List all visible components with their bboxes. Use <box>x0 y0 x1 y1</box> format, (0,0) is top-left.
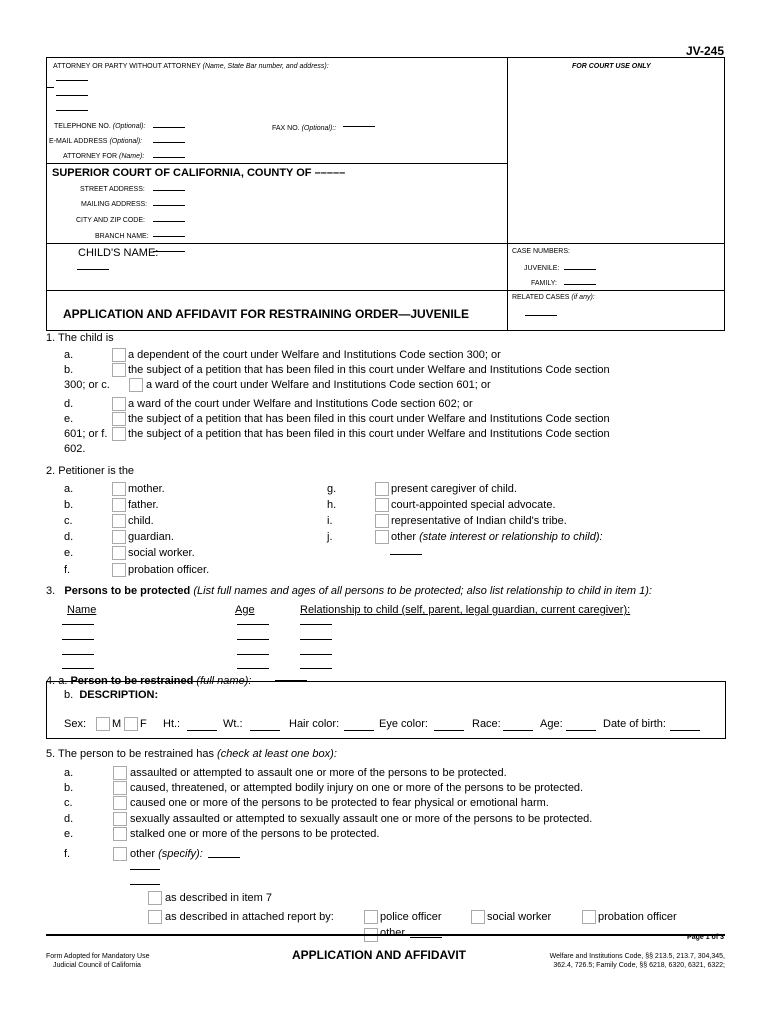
footer-adopted: Form Adopted for Mandatory Use <box>46 953 150 960</box>
item2-g-label: g. <box>327 483 337 495</box>
item2-h-label: h. <box>327 499 337 511</box>
sex-m-label: M <box>112 718 122 730</box>
street-address-field[interactable] <box>153 190 185 191</box>
mailing-address-field[interactable] <box>153 205 185 206</box>
item2-lead: 2. Petitioner is the <box>46 465 135 477</box>
item3-age-line[interactable] <box>237 624 269 625</box>
item2-c-text: child. <box>128 515 154 527</box>
item2-i-checkbox[interactable] <box>375 514 389 528</box>
fax-field[interactable] <box>343 126 375 127</box>
item5-c-label: c. <box>64 797 73 809</box>
item3-relationship-line[interactable] <box>300 624 332 625</box>
item5-a-label: a. <box>64 767 74 779</box>
item5-f-field-1[interactable] <box>208 857 240 858</box>
sex-f-label: F <box>140 718 147 730</box>
other-reporter-text: other <box>380 927 406 939</box>
form-number: JV-245 <box>685 44 724 58</box>
item3-col-name: Name <box>67 604 97 616</box>
item1-a-text: a dependent of the court under Welfare and Institutions Code section 300; or <box>128 349 501 361</box>
attached-report-checkbox[interactable] <box>148 910 162 924</box>
item3-age-line[interactable] <box>237 639 269 640</box>
item5-lead: 5. The person to be restrained has (check at least one box): <box>46 748 337 760</box>
item2-i-label: i. <box>327 515 333 527</box>
branch-name-label: BRANCH NAME: <box>95 233 149 240</box>
item5-f-label: f. <box>64 848 71 860</box>
header-top-border <box>46 57 725 58</box>
item2-d-text: guardian. <box>128 531 174 543</box>
telephone-field[interactable] <box>153 127 185 128</box>
item5-e-checkbox[interactable] <box>113 827 127 841</box>
childs-name-field-2[interactable] <box>77 269 109 270</box>
item5-f-text: other (specify): <box>130 848 203 860</box>
footer-title: APPLICATION AND AFFIDAVIT <box>292 948 466 962</box>
hair-color-label: Hair color: <box>289 718 340 730</box>
item1-a-label: a. <box>64 349 74 361</box>
item2-a-label: a. <box>64 483 74 495</box>
attorney-line-3[interactable] <box>56 110 88 111</box>
item5-c-text: caused one or more of the persons to be protected to fear physical or emotional harm. <box>130 797 549 809</box>
family-field[interactable] <box>564 284 596 285</box>
item2-g-text: present caregiver of child. <box>391 483 517 495</box>
item2-f-label: f. <box>64 564 71 576</box>
item1-a-checkbox[interactable] <box>112 348 126 362</box>
item3-col-age: Age <box>235 604 255 616</box>
item5-f-field-2[interactable] <box>130 869 160 870</box>
item1-d-text: a ward of the court under Welfare and Institutions Code section 602; or <box>128 398 473 410</box>
footer-codes-2: 362.4, 726.5; Family Code, §§ 6218, 6320, 6321, 6322; <box>553 962 725 969</box>
item2-j-text: other (state interest or relationship to child): <box>391 531 603 543</box>
police-officer-text: police officer <box>380 911 442 923</box>
item1-b-text: the subject of a petition that has been filed in this court under Welfare and Institutions Code section <box>128 364 610 376</box>
item5-d-checkbox[interactable] <box>113 812 127 826</box>
email-field[interactable] <box>153 142 185 143</box>
court-title: SUPERIOR COURT OF CALIFORNIA, COUNTY OF ––––– <box>52 167 346 179</box>
item1-f-checkbox[interactable] <box>112 427 126 441</box>
attorney-for-label: ATTORNEY FOR (Name): <box>63 153 145 160</box>
form-title: APPLICATION AND AFFIDAVIT FOR RESTRAINING ORDER—JUVENILE <box>63 307 470 321</box>
page-number: Page 1 of 3 <box>687 934 724 941</box>
item7-text: as described in item 7 <box>165 892 272 904</box>
race-label: Race: <box>472 718 501 730</box>
juvenile-label: JUVENILE: <box>524 265 560 272</box>
juvenile-field[interactable] <box>564 269 596 270</box>
item5-f-checkbox[interactable] <box>113 847 127 861</box>
item2-a-checkbox[interactable] <box>112 482 126 496</box>
item4-name-field[interactable] <box>275 680 307 681</box>
eye-color-label: Eye color: <box>379 718 428 730</box>
item2-h-text: court-appointed special advocate. <box>391 499 556 511</box>
item1-c-checkbox[interactable] <box>129 378 143 392</box>
social-worker-text: social worker <box>487 911 552 923</box>
other-reporter-field[interactable] <box>410 937 442 938</box>
city-zip-field[interactable] <box>153 221 185 222</box>
item2-b-text: father. <box>128 499 159 511</box>
item2-j-checkbox[interactable] <box>375 530 389 544</box>
item2-a-text: mother. <box>128 483 165 495</box>
item5-a-checkbox[interactable] <box>113 766 127 780</box>
item3-age-line[interactable] <box>237 668 269 669</box>
item1-b-checkbox[interactable] <box>112 363 126 377</box>
header-tick <box>46 87 54 88</box>
mailing-address-label: MAILING ADDRESS: <box>81 201 148 208</box>
race-field[interactable] <box>503 730 533 731</box>
item5-c-checkbox[interactable] <box>113 796 127 810</box>
header-divider-child <box>46 243 725 244</box>
item5-b-checkbox[interactable] <box>113 781 127 795</box>
item1-b-cont: 300; or c. <box>64 379 110 391</box>
item3-relationship-line[interactable] <box>300 639 332 640</box>
age-label: Age: <box>540 718 563 730</box>
item5-d-label: d. <box>64 813 74 825</box>
weight-field[interactable] <box>250 730 280 731</box>
childs-name-label: CHILD'S NAME: <box>78 247 159 259</box>
item5-d-text: sexually assaulted or attempted to sexually assault one or more of the persons to be protected. <box>130 813 593 825</box>
item3-relationship-line[interactable] <box>300 654 332 655</box>
item3-name-line[interactable] <box>62 639 94 640</box>
item1-c-text: a ward of the court under Welfare and Institutions Code section 601; or <box>146 379 491 391</box>
dob-field[interactable] <box>670 730 700 731</box>
related-cases-field[interactable] <box>525 315 557 316</box>
item4-heading: 4. a. Person to be restrained (full name): <box>46 675 252 687</box>
dob-label: Date of birth: <box>603 718 666 730</box>
item1-e-checkbox[interactable] <box>112 412 126 426</box>
attorney-line-2[interactable] <box>56 95 88 96</box>
item3-name-line[interactable] <box>62 654 94 655</box>
attached-report-text: as described in attached report by: <box>165 911 334 923</box>
age-field[interactable] <box>566 730 596 731</box>
case-numbers-label: CASE NUMBERS: <box>512 248 570 255</box>
city-zip-label: CITY AND ZIP CODE: <box>76 217 145 224</box>
header-bottom-border <box>46 330 725 331</box>
family-label: FAMILY: <box>531 280 557 287</box>
item3-name-line[interactable] <box>62 668 94 669</box>
item3-heading: 3. Persons to be protected (List full names and ages of all persons to be protected; also list relationship to child in item 1): <box>46 585 652 597</box>
sex-f-checkbox[interactable] <box>124 717 138 731</box>
email-label: E-MAIL ADDRESS (Optional): <box>49 138 143 145</box>
item1-f-cont: 602. <box>64 443 86 455</box>
item2-b-label: b. <box>64 499 74 511</box>
item2-c-checkbox[interactable] <box>112 514 126 528</box>
item2-j-label: j. <box>327 531 333 543</box>
item7-checkbox[interactable] <box>148 891 162 905</box>
header-divider-court <box>46 163 507 164</box>
item3-relationship-line[interactable] <box>300 668 332 669</box>
item2-e-text: social worker. <box>128 547 195 559</box>
police-officer-checkbox[interactable] <box>364 910 378 924</box>
item1-e-text: the subject of a petition that has been filed in this court under Welfare and Institutions Code section <box>128 413 610 425</box>
item1-d-label: d. <box>64 398 74 410</box>
item2-f-checkbox[interactable] <box>112 563 126 577</box>
item2-g-checkbox[interactable] <box>375 482 389 496</box>
item5-b-label: b. <box>64 782 74 794</box>
height-label: Ht.: <box>163 718 181 730</box>
fax-label: FAX NO. (Optional):: <box>272 125 337 132</box>
probation-officer-text: probation officer <box>598 911 677 923</box>
probation-officer-checkbox[interactable] <box>582 910 596 924</box>
item4-description: b. DESCRIPTION: <box>64 689 159 701</box>
item2-i-text: representative of Indian child's tribe. <box>391 515 567 527</box>
item5-a-text: assaulted or attempted to assault one or more of the persons to be protected. <box>130 767 507 779</box>
attorney-label: ATTORNEY OR PARTY WITHOUT ATTORNEY (Name, State Bar number, and address): <box>53 63 329 70</box>
height-field[interactable] <box>187 730 217 731</box>
item2-c-label: c. <box>64 515 73 527</box>
telephone-label: TELEPHONE NO. (Optional): <box>54 123 146 130</box>
footer-rule <box>46 934 725 936</box>
court-use-label: FOR COURT USE ONLY <box>572 63 651 70</box>
branch-name-field[interactable] <box>153 236 185 237</box>
item1-e-cont: 601; or f. <box>64 428 108 440</box>
item2-d-label: d. <box>64 531 74 543</box>
item5-e-text: stalked one or more of the persons to be protected. <box>130 828 380 840</box>
item2-b-checkbox[interactable] <box>112 498 126 512</box>
item2-f-text: probation officer. <box>128 564 210 576</box>
footer-council: Judicial Council of California <box>53 962 141 969</box>
item4-sex-label: Sex: <box>64 718 87 730</box>
social-worker-checkbox[interactable] <box>471 910 485 924</box>
item5-b-text: caused, threatened, or attempted bodily injury on one or more of the persons to be protected. <box>130 782 584 794</box>
item1-e-label: e. <box>64 413 74 425</box>
item3-age-line[interactable] <box>237 654 269 655</box>
item1-d-checkbox[interactable] <box>112 397 126 411</box>
sex-m-checkbox[interactable] <box>96 717 110 731</box>
item2-other-field[interactable] <box>390 554 422 555</box>
item2-e-checkbox[interactable] <box>112 546 126 560</box>
childs-name-field-1[interactable] <box>153 251 185 252</box>
attorney-for-field[interactable] <box>153 157 185 158</box>
header-divider-title <box>46 290 725 291</box>
item2-h-checkbox[interactable] <box>375 498 389 512</box>
item3-name-line[interactable] <box>62 624 94 625</box>
item5-f-field-3[interactable] <box>130 884 160 885</box>
item3-col-relationship: Relationship to child (self, parent, legal guardian, current caregiver): <box>300 604 631 616</box>
item1-lead: 1. The child is <box>46 332 114 344</box>
item2-e-label: e. <box>64 547 74 559</box>
footer-codes-1: Welfare and Institutions Code, §§ 213.5, 213.7, 304,345, <box>549 953 725 960</box>
attorney-line-1[interactable] <box>56 80 88 81</box>
related-cases-label: RELATED CASES (if any): <box>512 294 595 301</box>
weight-label: Wt.: <box>223 718 243 730</box>
hair-color-field[interactable] <box>344 730 374 731</box>
item1-f-text: the subject of a petition that has been filed in this court under Welfare and Institutions Code section <box>128 428 610 440</box>
eye-color-field[interactable] <box>434 730 464 731</box>
item2-d-checkbox[interactable] <box>112 530 126 544</box>
street-address-label: STREET ADDRESS: <box>80 186 145 193</box>
item5-e-label: e. <box>64 828 74 840</box>
item1-b-label: b. <box>64 364 74 376</box>
